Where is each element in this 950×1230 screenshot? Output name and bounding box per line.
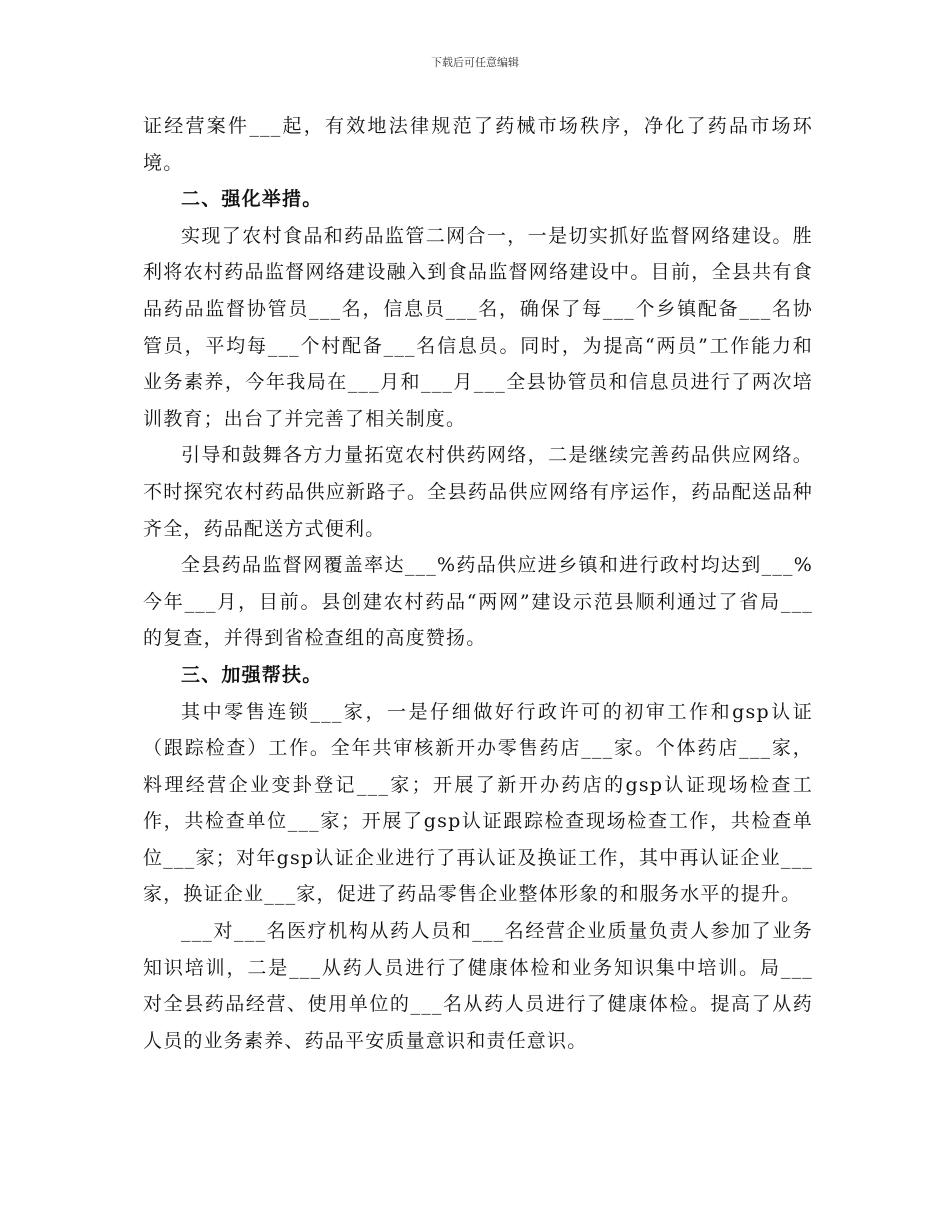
paragraph-retail: 其中零售连锁___家，一是仔细做好行政许可的初审工作和gsp认证（跟踪检查）工作。全年共审核新开办零售药店___家。个体药店___家，料理经营企业变卦登记___家；开展了新开办药店的gsp认证现场检查工作，共检查单位___家；开展了gsp认证跟踪检查现场检查工作，共检查单位___家；对年gsp认证企业进行了再认证及换证工作，其中再认证企业___家，换证企业___家，促进了药品零售企业整体形象的和服务水平的提升。	[143, 700, 813, 906]
section-heading-2: 二、强化举措。	[181, 188, 323, 211]
paragraph-continuation: 证经营案件___起，有效地法律规范了药械市场秩序，净化了药品市场环境。	[143, 115, 813, 174]
paragraph-coverage: 全县药品监督网覆盖率达___%药品供应进乡镇和进行政村均达到___%今年___月，目前。县创建农村药品“两网”建设示范县顺利通过了省局___的复查，并得到省检查组的高度赞扬。	[143, 554, 813, 650]
document-body	[143, 108, 813, 1059]
page-header-note: 下载后可任意编辑	[431, 56, 519, 69]
paragraph-supply: 引导和鼓舞各方力量拓宽农村供药网络，二是继续完善药品供应网络。不时探究农村药品供应新路子。全县药品供应网络有序运作，药品配送品种齐全，药品配送方式便利。	[143, 444, 813, 540]
section-heading-3: 三、加强帮扶。	[181, 663, 323, 686]
paragraph-training: ___对___名医疗机构从药人员和___名经营企业质量负责人参加了业务知识培训，二是___从药人员进行了健康体检和业务知识集中培训。局___对全县药品经营、使用单位的___名从药人员进行了健康体检。提高了从药人员的业务素养、药品平安质量意识和责任意识。	[143, 920, 813, 1052]
paragraph-network: 实现了农村食品和药品监管二网合一，一是切实抓好监督网络建设。胜利将农村药品监督网络建设融入到食品监督网络建设中。目前，全县共有食品药品监督协管员___名，信息员___名，确保了每___个乡镇配备___名协管员，平均每___个村配备___名信息员。同时，为提高“两员”工作能力和业务素养，今年我局在___月和___月___全县协管员和信息员进行了两次培训教育；出台了并完善了相关制度。	[143, 224, 813, 430]
